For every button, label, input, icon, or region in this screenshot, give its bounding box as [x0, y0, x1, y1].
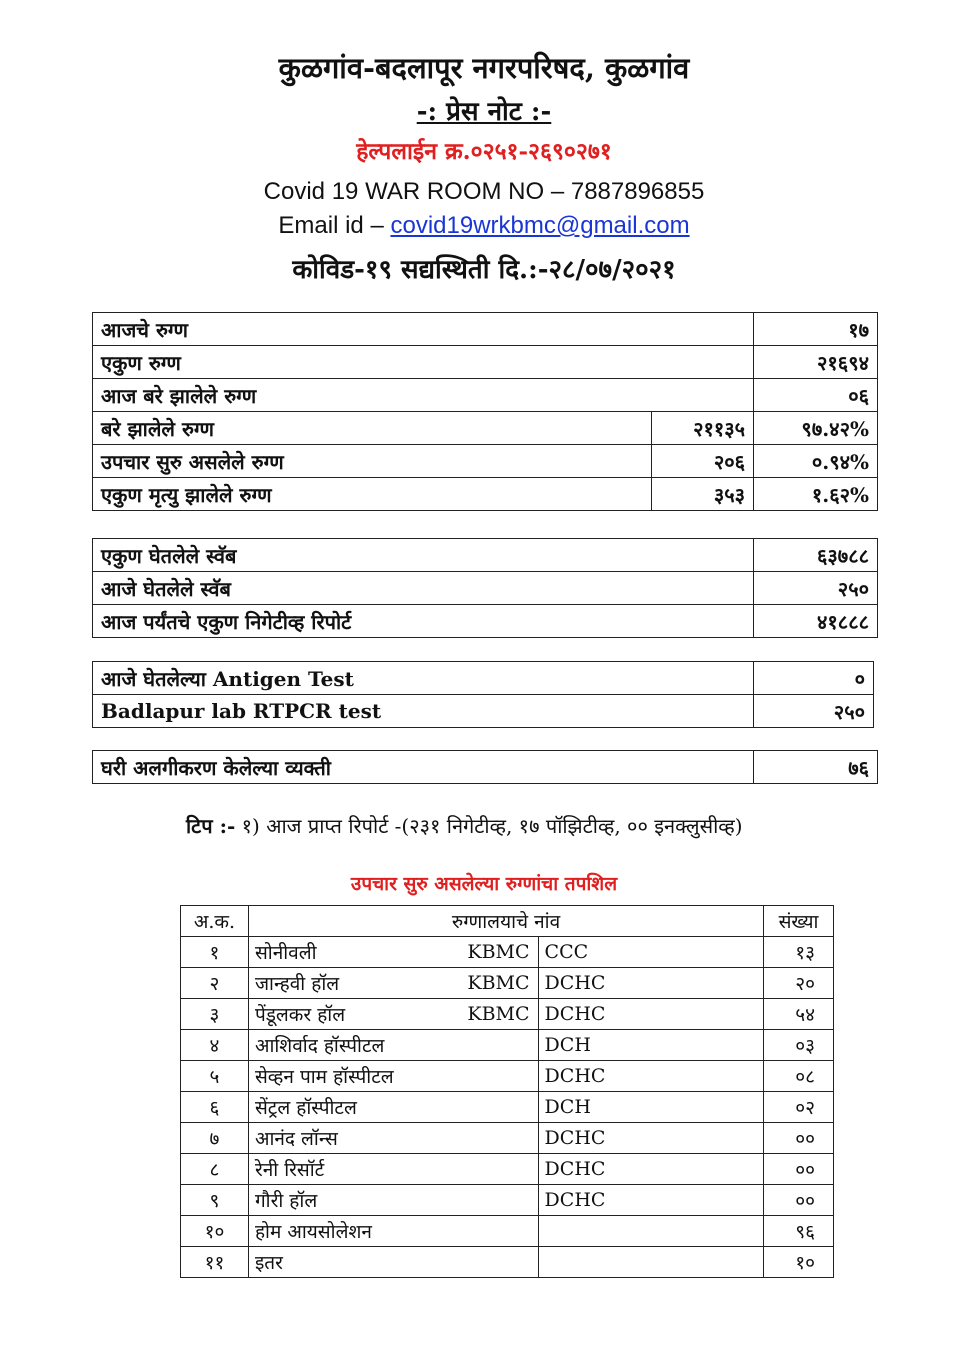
cell-hospital-name: आनंद लॉन्स [248, 1123, 458, 1154]
stat-value: १७ [754, 313, 878, 346]
cell-type [538, 1247, 763, 1278]
stat-label: एकुण रुग्ण [93, 346, 754, 379]
cell-org: KBMC [458, 968, 538, 999]
stat-count: ३५३ [652, 478, 754, 511]
table-row [93, 412, 878, 445]
stat-value: ० [754, 662, 874, 695]
isolation-table [92, 750, 878, 784]
tip-text: १) आज प्राप्त रिपोर्ट -(२३१ निगेटीव्ह, १७ पॉझिटीव्ह, ०० इनक्लुसीव्ह) [235, 814, 743, 838]
stat-label: आज पर्यंतचे एकुण निगेटीव्ह रिपोर्ट [93, 605, 754, 638]
stat-label: घरी अलगीकरण केलेल्या व्यक्ती [93, 751, 754, 784]
stat-value: ४१८८८ [754, 605, 878, 638]
cell-org [458, 1247, 538, 1278]
cell-count: ९६ [764, 1216, 834, 1247]
cell-org [458, 1030, 538, 1061]
stat-label: उपचार सुरु असलेले रुग्ण [93, 445, 652, 478]
table-header-row [181, 906, 834, 937]
table-row [93, 379, 878, 412]
cell-type [538, 1216, 763, 1247]
table-row [93, 313, 878, 346]
status-date: कोविड-१९ सद्यस्थिती दि.:-२८/०७/२०२१ [292, 255, 676, 285]
stat-percent: ०.९४% [754, 445, 878, 478]
column-header-name: रुग्णालयाचे नांव [248, 906, 763, 937]
table-row [93, 572, 878, 605]
cell-org [458, 1123, 538, 1154]
cell-type: DCH [538, 1092, 763, 1123]
stat-label: आजचे रुग्ण [93, 313, 754, 346]
stat-label: एकुण घेतलेले स्वॅब [93, 539, 754, 572]
table-row [181, 1123, 834, 1154]
cell-count: २० [764, 968, 834, 999]
table-row [181, 999, 834, 1030]
cell-sr: १० [181, 1216, 249, 1247]
cell-sr: ५ [181, 1061, 249, 1092]
cell-type: DCH [538, 1030, 763, 1061]
email-line [0, 212, 968, 240]
cell-sr: ९ [181, 1185, 249, 1216]
cell-count: ०० [764, 1123, 834, 1154]
cell-sr: ३ [181, 999, 249, 1030]
stat-label: आजे घेतलेल्या Antigen Test [93, 662, 754, 695]
cell-hospital-name: जान्हवी हॉल [248, 968, 458, 999]
table-row [181, 1154, 834, 1185]
cell-count: ०० [764, 1185, 834, 1216]
cell-sr: ७ [181, 1123, 249, 1154]
cell-sr: ८ [181, 1154, 249, 1185]
stat-value: २१६९४ [754, 346, 878, 379]
cell-org [458, 1154, 538, 1185]
email-link[interactable]: covid19wrkbmc@gmail.com [390, 212, 690, 239]
table-row [93, 695, 874, 728]
column-header-count: संख्या [764, 906, 834, 937]
stat-value: २५० [754, 695, 874, 728]
cell-hospital-name: इतर [248, 1247, 458, 1278]
table-row [181, 1092, 834, 1123]
cell-sr: ६ [181, 1092, 249, 1123]
helpline-number: हेल्पलाईन क्र.०२५१-२६९०२७१ [356, 138, 612, 165]
cell-type: DCHC [538, 1154, 763, 1185]
cell-hospital-name: सेंट्रल हॉस्पीटल [248, 1092, 458, 1123]
cell-hospital-name: गौरी हॉल [248, 1185, 458, 1216]
table-row [181, 1216, 834, 1247]
patient-stats-table [92, 312, 878, 511]
cell-org: KBMC [458, 999, 538, 1030]
press-note-heading [0, 92, 968, 128]
cell-count: १३ [764, 937, 834, 968]
stat-label: Badlapur lab RTPCR test [93, 695, 754, 728]
stat-count: २०६ [652, 445, 754, 478]
column-header-sr: अ.क. [181, 906, 249, 937]
cell-type: DCHC [538, 1123, 763, 1154]
test-stats-table [92, 661, 874, 728]
stat-percent: ९७.४२% [754, 412, 878, 445]
page-title: कुळगांव-बदलापूर नगरपरिषद, कुळगांव [278, 51, 690, 85]
stat-label: आजे घेतलेले स्वॅब [93, 572, 754, 605]
cell-type: DCHC [538, 968, 763, 999]
table-row [181, 1185, 834, 1216]
press-note-label: -: प्रेस नोट :- [416, 97, 552, 127]
cell-org [458, 1216, 538, 1247]
cell-count: ०३ [764, 1030, 834, 1061]
email-label: Email id – [278, 212, 391, 239]
table-row [93, 662, 874, 695]
cell-type: DCHC [538, 1061, 763, 1092]
table-row [181, 937, 834, 968]
cell-sr: १ [181, 937, 249, 968]
stat-value: ६३७८८ [754, 539, 878, 572]
cell-hospital-name: सेव्हन पाम हॉस्पीटल [248, 1061, 458, 1092]
cell-sr: ४ [181, 1030, 249, 1061]
stat-label: बरे झालेले रुग्ण [93, 412, 652, 445]
cell-hospital-name: होम आयसोलेशन [248, 1216, 458, 1247]
stat-value: २५० [754, 572, 878, 605]
stat-label: एकुण मृत्यु झालेले रुग्ण [93, 478, 652, 511]
cell-org: KBMC [458, 937, 538, 968]
cell-type: CCC [538, 937, 763, 968]
cell-hospital-name: पेंडूलकर हॉल [248, 999, 458, 1030]
cell-org [458, 1092, 538, 1123]
table-row [181, 968, 834, 999]
cell-org [458, 1061, 538, 1092]
cell-count: १० [764, 1247, 834, 1278]
stat-value: ०६ [754, 379, 878, 412]
tip-note [186, 812, 743, 839]
cell-hospital-name: रेनी रिसॉर्ट [248, 1154, 458, 1185]
hospital-table [180, 905, 834, 1278]
cell-org [458, 1185, 538, 1216]
table-row [93, 346, 878, 379]
cell-hospital-name: सोनीवली [248, 937, 458, 968]
cell-sr: ११ [181, 1247, 249, 1278]
table-row [181, 1030, 834, 1061]
table-row [181, 1061, 834, 1092]
cell-type: DCHC [538, 999, 763, 1030]
stat-percent: १.६२% [754, 478, 878, 511]
stat-value: ७६ [754, 751, 878, 784]
table-row [93, 478, 878, 511]
cell-count: ०२ [764, 1092, 834, 1123]
cell-sr: २ [181, 968, 249, 999]
cell-count: ०० [764, 1154, 834, 1185]
swab-stats-table [92, 538, 878, 638]
war-room-number: Covid 19 WAR ROOM NO – 7887896855 [263, 178, 705, 205]
stat-count: २११३५ [652, 412, 754, 445]
table-row [93, 605, 878, 638]
cell-hospital-name: आशिर्वाद हॉस्पीटल [248, 1030, 458, 1061]
table-row [93, 445, 878, 478]
hospital-table-title: उपचार सुरु असलेल्या रुग्णांचा तपशिल [350, 873, 618, 895]
table-row [93, 539, 878, 572]
table-row [181, 1247, 834, 1278]
cell-count: ५४ [764, 999, 834, 1030]
table-row [93, 751, 878, 784]
stat-label: आज बरे झालेले रुग्ण [93, 379, 754, 412]
cell-count: ०८ [764, 1061, 834, 1092]
tip-prefix: टिप :- [186, 814, 236, 838]
cell-type: DCHC [538, 1185, 763, 1216]
